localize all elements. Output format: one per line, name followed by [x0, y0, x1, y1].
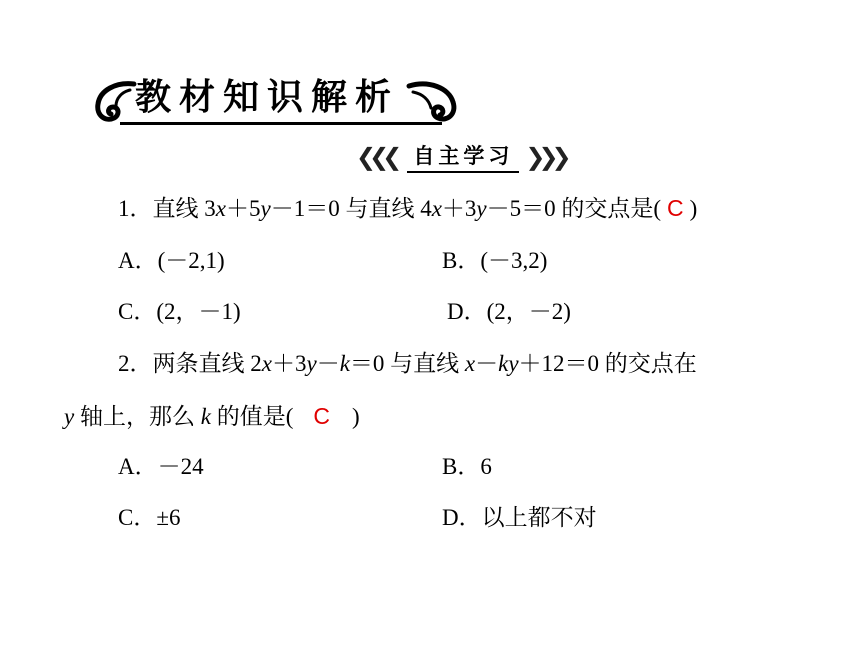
var-ky: ky	[498, 351, 519, 376]
question-1-stem: 直线 3	[152, 196, 216, 221]
stem-part: －	[475, 351, 499, 376]
var-x: x	[261, 351, 272, 376]
stem-part: －	[316, 351, 340, 376]
stem-part: 两条直线 2	[152, 351, 262, 376]
banner-title: 教材知识解析	[135, 77, 400, 118]
var-y: y	[64, 404, 75, 429]
close-paren: )	[689, 196, 698, 221]
question-2-line-1	[118, 349, 697, 379]
stem-part: －5＝0 的交点是(	[486, 196, 662, 221]
double-chevron-left-icon: ❮❮❮	[356, 143, 396, 171]
question-1-number: 1．	[118, 196, 153, 221]
var-y: y	[476, 196, 487, 221]
section-label: 自主学习	[407, 141, 519, 173]
var-x: x	[215, 196, 226, 221]
var-y: y	[260, 196, 271, 221]
stem-part: 的值是(	[210, 404, 294, 429]
right-swirl-ornament-icon	[405, 76, 461, 128]
question-1-option-c: C．(2，－1)	[118, 299, 241, 324]
question-2-number: 2．	[118, 351, 153, 376]
double-chevron-right-icon: ❯❯❯	[525, 143, 565, 171]
question-1-option-d: D．(2，－2)	[447, 299, 571, 324]
question-2-option-c: C．±6	[118, 505, 181, 530]
question-2-line-2	[64, 401, 360, 432]
left-swirl-ornament-icon	[86, 76, 138, 128]
question-2-option-b: B．6	[442, 454, 492, 479]
stem-part: ＋3	[271, 351, 307, 376]
question-1	[118, 193, 697, 224]
var-x: x	[464, 351, 476, 376]
question-1-option-b: B．(－3,2)	[442, 248, 548, 273]
question-2-option-a: A．－24	[118, 454, 204, 479]
question-1-option-a: A．(－2,1)	[118, 248, 225, 273]
stem-part: 轴上，那么	[74, 404, 201, 429]
question-2-option-d: D．以上都不对	[442, 505, 597, 530]
stem-part: ＋12＝0 的交点在	[518, 351, 697, 376]
stem-part: ＋5	[225, 196, 261, 221]
stem-part: －1＝0 与直线 4	[270, 196, 432, 221]
banner-underline	[120, 122, 442, 125]
var-x: x	[431, 196, 442, 221]
stem-part: ＋3	[441, 196, 477, 221]
question-1-answer: C	[667, 195, 684, 221]
question-2-answer: C	[313, 403, 330, 429]
var-y: y	[306, 351, 317, 376]
var-k: k	[339, 351, 350, 376]
stem-part: ＝0 与直线	[349, 351, 465, 376]
close-paren: )	[351, 404, 360, 429]
var-k: k	[200, 404, 211, 429]
section-header	[356, 142, 565, 172]
